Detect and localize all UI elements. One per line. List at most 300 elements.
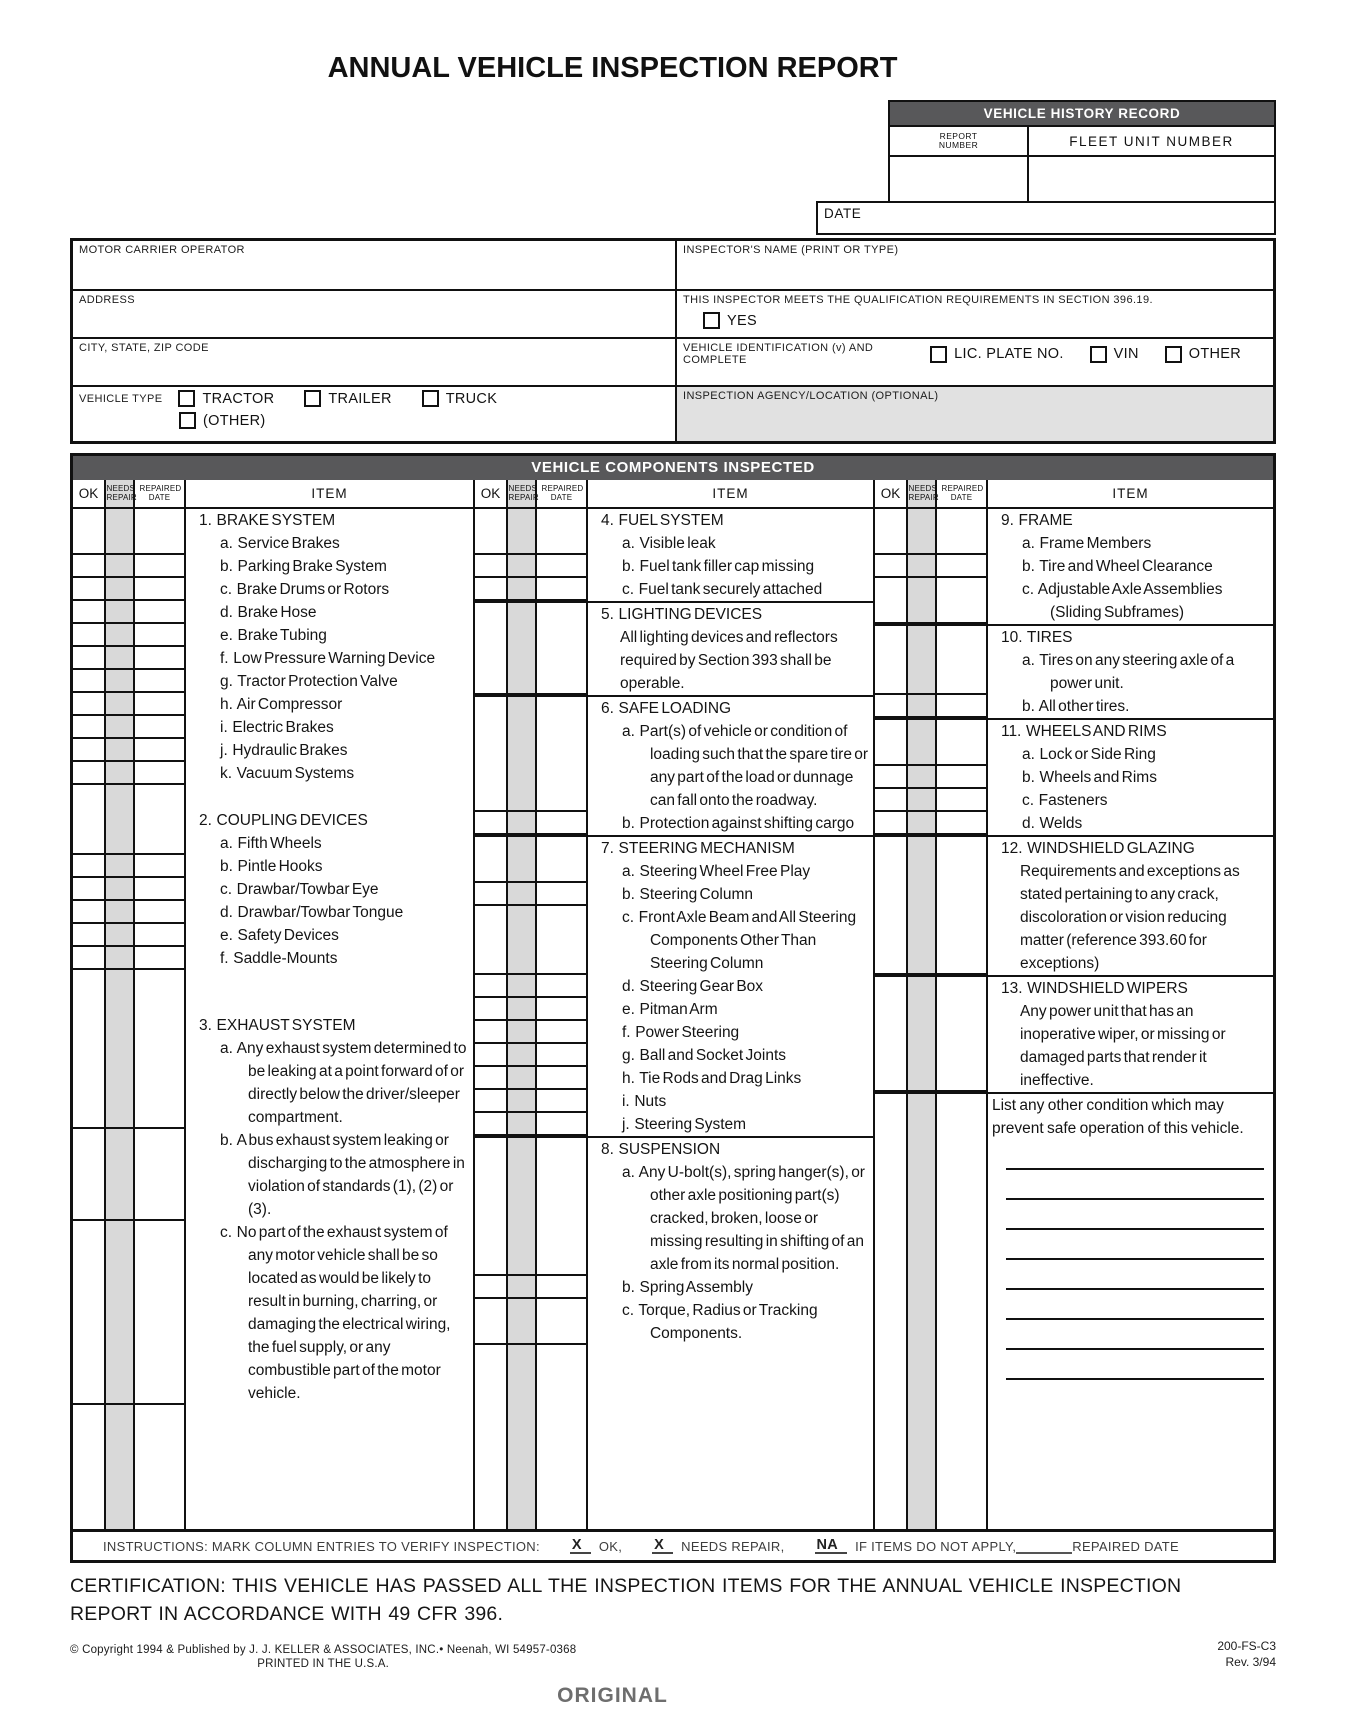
repaired-date-cell[interactable] [537, 1161, 588, 1276]
ok-cell[interactable] [875, 532, 908, 555]
write-in-line[interactable] [1006, 1260, 1264, 1290]
needs-repair-cell[interactable] [908, 837, 937, 860]
repaired-date-cell[interactable] [937, 860, 988, 975]
item-text: a. Visible leak [621, 535, 716, 552]
needs-repair-cell[interactable] [106, 601, 135, 624]
needs-repair-cell[interactable] [908, 743, 937, 766]
ok-cell[interactable] [73, 624, 106, 647]
item-text: c. No part of the exhaust system of any motor vehicle shall be so located as would be likely to result in burning, charring, or damaging the electrical wiring, the fuel supply, or any combustible part of the motor vehicle. [220, 1224, 451, 1402]
component-row [475, 578, 873, 601]
needs-repair-cell[interactable] [106, 785, 135, 809]
lic-plate-checkbox[interactable] [930, 346, 947, 363]
needs-repair-cell[interactable] [508, 1113, 537, 1136]
needs-repair-cell[interactable] [106, 809, 135, 832]
other-id-checkbox[interactable] [1165, 346, 1182, 363]
needs-repair-cell[interactable] [908, 1094, 937, 1140]
ok-cell[interactable] [875, 1000, 908, 1092]
ok-cell[interactable] [475, 883, 508, 906]
ok-cell[interactable] [475, 603, 508, 626]
repaired-date-cell[interactable] [537, 837, 588, 860]
repaired-date-cell[interactable] [937, 695, 988, 718]
fleet-unit-number-field[interactable] [1029, 157, 1274, 201]
repaired-date-cell[interactable] [135, 947, 186, 970]
yes-checkbox[interactable] [703, 312, 720, 329]
ok-cell[interactable] [73, 670, 106, 693]
item-text: 2. COUPLING DEVICES [199, 812, 368, 829]
repaired-date-cell[interactable] [135, 716, 186, 739]
repaired-date-column-header [937, 480, 988, 507]
repaired-date-cell[interactable] [135, 762, 186, 785]
ok-cell[interactable] [475, 1138, 508, 1161]
repaired-date-cell[interactable] [537, 1021, 588, 1044]
repaired-date-cell[interactable] [537, 532, 588, 555]
components-body [73, 509, 1273, 1529]
needs-repair-cell[interactable] [508, 720, 537, 812]
needs-repair-cell[interactable] [106, 1014, 135, 1037]
ok-cell[interactable] [73, 809, 106, 832]
tractor-checkbox[interactable] [178, 390, 195, 407]
ok-cell[interactable] [475, 1299, 508, 1345]
needs-repair-cell[interactable] [908, 1380, 937, 1529]
needs-repair-cell[interactable] [908, 626, 937, 649]
ok-cell[interactable] [875, 812, 908, 835]
repaired-date-cell[interactable] [537, 860, 588, 883]
write-in-line[interactable] [1006, 1140, 1264, 1170]
ok-cell[interactable] [475, 837, 508, 860]
ok-cell[interactable] [475, 532, 508, 555]
needs-repair-cell[interactable] [908, 766, 937, 789]
repaired-date-cell[interactable] [937, 1380, 988, 1529]
repaired-date-cell[interactable] [135, 532, 186, 555]
ok-cell[interactable] [875, 555, 908, 578]
needs-repair-cell[interactable] [508, 812, 537, 835]
ok-cell[interactable] [475, 720, 508, 812]
needs-repair-column-header [508, 480, 537, 507]
ok-cell[interactable] [73, 647, 106, 670]
repaired-date-cell[interactable] [135, 809, 186, 832]
ok-cell[interactable] [73, 578, 106, 601]
components-table [70, 453, 1276, 1563]
repaired-date-cell[interactable] [537, 509, 588, 532]
vin-option[interactable] [1090, 346, 1139, 363]
repaired-date-cell[interactable] [537, 720, 588, 812]
repaired-date-blank[interactable] [1016, 1539, 1072, 1554]
printed-in-usa: PRINTED IN THE U.S.A. [257, 1658, 390, 1670]
needs-repair-cell[interactable] [106, 970, 135, 1014]
repaired-date-cell[interactable] [937, 977, 988, 1000]
needs-repair-cell[interactable] [908, 812, 937, 835]
inspector-name-field[interactable] [675, 241, 1273, 289]
repaired-date-cell[interactable] [135, 601, 186, 624]
component-row [475, 883, 873, 906]
ok-cell[interactable] [475, 812, 508, 835]
repaired-date-cell[interactable] [937, 837, 988, 860]
yes-option[interactable] [703, 312, 757, 329]
needs-repair-cell[interactable] [908, 860, 937, 975]
needs-repair-cell[interactable] [106, 855, 135, 878]
ok-cell[interactable] [73, 1037, 106, 1129]
repaired-date-cell[interactable] [937, 509, 988, 532]
repaired-date-cell[interactable] [937, 766, 988, 789]
repaired-date-column-header [135, 480, 186, 507]
other-id-option[interactable] [1165, 346, 1241, 363]
repaired-date-cell[interactable] [135, 1037, 186, 1129]
repaired-date-cell[interactable] [937, 1140, 988, 1380]
item-text: b. All other tires. [1021, 698, 1130, 715]
needs-repair-cell[interactable] [908, 720, 937, 743]
needs-repair-cell[interactable] [106, 578, 135, 601]
ok-cell[interactable] [73, 739, 106, 762]
lic-plate-option[interactable] [930, 346, 1064, 363]
needs-repair-cell[interactable] [508, 1299, 537, 1345]
repaired-date-cell[interactable] [135, 670, 186, 693]
carrier-info-grid [70, 238, 1276, 444]
ok-cell[interactable] [875, 837, 908, 860]
repaired-date-cell[interactable] [537, 883, 588, 906]
write-in-line[interactable] [1006, 1350, 1264, 1380]
ok-cell[interactable] [475, 906, 508, 975]
repaired-date-cell[interactable] [937, 578, 988, 624]
repaired-date-cell[interactable] [937, 1000, 988, 1092]
ok-cell[interactable] [475, 1345, 508, 1529]
component-row [73, 878, 473, 901]
needs-repair-cell[interactable] [908, 695, 937, 718]
ok-cell[interactable] [475, 1161, 508, 1276]
ok-cell[interactable] [475, 1021, 508, 1044]
needs-repair-cell[interactable] [508, 998, 537, 1021]
needs-repair-cell[interactable] [106, 739, 135, 762]
needs-repair-cell[interactable] [106, 716, 135, 739]
address-label: ADDRESS [79, 294, 135, 306]
component-row [475, 1136, 873, 1161]
needs-repair-cell[interactable] [106, 555, 135, 578]
item-text: c. Fasteners [1021, 792, 1108, 809]
repaired-date-cell[interactable] [135, 832, 186, 855]
repaired-date-cell[interactable] [135, 970, 186, 1014]
repaired-date-cell[interactable] [537, 578, 588, 601]
repaired-date-cell[interactable] [135, 693, 186, 716]
ok-cell[interactable] [73, 970, 106, 1014]
ok-cell[interactable] [475, 1276, 508, 1299]
component-column-2 [473, 509, 873, 1529]
needs-repair-cell[interactable] [508, 532, 537, 555]
needs-repair-cell[interactable] [106, 509, 135, 532]
needs-repair-cell[interactable] [508, 509, 537, 532]
write-in-line[interactable] [1006, 1170, 1264, 1200]
ok-cell[interactable] [475, 555, 508, 578]
repaired-date-cell[interactable] [937, 789, 988, 812]
needs-repair-cell[interactable] [106, 878, 135, 901]
repaired-date-cell[interactable] [937, 555, 988, 578]
other-type-option[interactable] [179, 412, 266, 429]
inspector-name-label: INSPECTOR'S NAME (PRINT OR TYPE) [683, 244, 899, 256]
item-text: h. Air Compressor [220, 696, 343, 713]
component-row [73, 509, 473, 532]
ok-cell[interactable] [475, 626, 508, 695]
needs-repair-cell[interactable] [106, 532, 135, 555]
inspection-agency-field[interactable] [675, 385, 1273, 441]
needs-repair-cell[interactable] [106, 1405, 135, 1529]
ok-cell[interactable] [73, 762, 106, 785]
instructions-prefix: INSTRUCTIONS: MARK COLUMN ENTRIES TO VERIFY INSPECTION: [103, 1538, 540, 1554]
needs-repair-cell[interactable] [106, 762, 135, 785]
needs-repair-cell[interactable] [908, 789, 937, 812]
repaired-date-cell[interactable] [135, 1129, 186, 1221]
needs-repair-cell[interactable] [908, 649, 937, 695]
ok-cell[interactable] [73, 555, 106, 578]
form-code-block [1217, 1638, 1276, 1670]
write-in-line[interactable] [1006, 1230, 1264, 1260]
needs-repair-cell[interactable] [106, 624, 135, 647]
needs-repair-column-header [908, 480, 937, 507]
repaired-date-cell[interactable] [937, 720, 988, 743]
needs-repair-cell[interactable] [908, 1000, 937, 1092]
repaired-date-cell[interactable] [537, 1138, 588, 1161]
repaired-date-cell[interactable] [135, 555, 186, 578]
repaired-date-cell[interactable] [135, 785, 186, 809]
ok-cell[interactable] [875, 626, 908, 649]
repaired-date-cell[interactable] [135, 624, 186, 647]
ok-cell[interactable] [73, 532, 106, 555]
other-type-checkbox[interactable] [179, 412, 196, 429]
item-text: 13. WINDSHIELD WIPERS [1000, 980, 1188, 997]
component-row [475, 695, 873, 720]
needs-repair-cell[interactable] [508, 906, 537, 975]
ok-cell[interactable] [475, 1090, 508, 1113]
ok-cell[interactable] [875, 977, 908, 1000]
item-text: d. Welds [1021, 815, 1083, 832]
component-row [73, 1129, 473, 1221]
component-row [475, 1113, 873, 1136]
truck-option[interactable] [422, 390, 497, 407]
repaired-date-cell[interactable] [135, 924, 186, 947]
repaired-date-header-text: REPAIRED DATE [941, 484, 984, 502]
ok-cell[interactable] [73, 1221, 106, 1405]
repaired-date-cell[interactable] [937, 626, 988, 649]
ok-cell[interactable] [875, 1094, 908, 1140]
repaired-date-cell[interactable] [135, 1221, 186, 1405]
needs-repair-cell[interactable] [508, 1021, 537, 1044]
ok-cell[interactable] [73, 716, 106, 739]
component-row [475, 1021, 873, 1044]
item-text: 1. BRAKE SYSTEM [199, 512, 336, 529]
date-field[interactable] [816, 201, 1276, 235]
ok-cell[interactable] [475, 697, 508, 720]
repaired-date-cell[interactable] [537, 626, 588, 695]
repaired-date-cell[interactable] [937, 649, 988, 695]
write-in-line[interactable] [1006, 1320, 1264, 1350]
needs-repair-cell[interactable] [508, 1161, 537, 1276]
certification-text: CERTIFICATION: THIS VEHICLE HAS PASSED ALL THE INSPECTION ITEMS FOR THE ANNUAL VEHICLE INSPECTION REPORT IN ACCORDANCE WITH 49 CFR 396. [70, 1575, 1182, 1625]
needs-repair-header-text: NEEDS REPAIR [106, 484, 137, 502]
item-text: e. Pitman Arm [621, 1001, 718, 1018]
repaired-date-cell[interactable] [537, 998, 588, 1021]
repaired-date-cell[interactable] [135, 647, 186, 670]
needs-repair-cell[interactable] [106, 647, 135, 670]
repaired-date-blank-label: REPAIRED DATE [1072, 1538, 1179, 1554]
ok-cell[interactable] [73, 785, 106, 809]
ok-cell[interactable] [475, 509, 508, 532]
ok-cell[interactable] [73, 1014, 106, 1037]
needs-repair-cell[interactable] [508, 860, 537, 883]
repaired-date-cell[interactable] [537, 1113, 588, 1136]
needs-repair-cell[interactable] [508, 1345, 537, 1529]
repaired-date-cell[interactable] [537, 812, 588, 835]
ok-cell[interactable] [475, 578, 508, 601]
repaired-date-cell[interactable] [135, 1014, 186, 1037]
ok-cell[interactable] [875, 1380, 908, 1529]
address-field[interactable] [73, 289, 675, 337]
report-number-field[interactable] [890, 157, 1029, 201]
needs-repair-cell[interactable] [508, 603, 537, 626]
component-row [73, 555, 473, 578]
needs-repair-cell[interactable] [106, 1221, 135, 1405]
item-text: b. Protection against shifting cargo [621, 815, 855, 832]
needs-repair-cell[interactable] [508, 837, 537, 860]
needs-repair-cell[interactable] [908, 509, 937, 532]
repaired-date-cell[interactable] [135, 578, 186, 601]
needs-repair-cell[interactable] [508, 883, 537, 906]
ok-cell[interactable] [73, 878, 106, 901]
component-row [73, 1037, 473, 1129]
ok-cell[interactable] [73, 1129, 106, 1221]
repaired-date-cell[interactable] [537, 1276, 588, 1299]
repaired-date-cell[interactable] [937, 1094, 988, 1140]
ok-cell[interactable] [73, 601, 106, 624]
repaired-date-cell[interactable] [937, 743, 988, 766]
needs-repair-cell[interactable] [508, 1138, 537, 1161]
needs-repair-cell[interactable] [508, 697, 537, 720]
write-in-line[interactable] [1006, 1290, 1264, 1320]
component-row [475, 532, 873, 555]
filler-space [988, 1380, 1273, 1529]
component-row [475, 1067, 873, 1090]
ok-cell[interactable] [475, 1044, 508, 1067]
needs-repair-cell[interactable] [106, 924, 135, 947]
needs-repair-cell[interactable] [508, 578, 537, 601]
needs-repair-cell[interactable] [908, 532, 937, 555]
needs-repair-cell[interactable] [508, 555, 537, 578]
tractor-option[interactable] [178, 390, 274, 407]
component-row [875, 835, 1273, 860]
item-text: b. Fuel tank filler cap missing [621, 558, 815, 575]
motor-carrier-label: MOTOR CARRIER OPERATOR [79, 244, 245, 256]
needs-repair-cell[interactable] [508, 626, 537, 695]
needs-repair-cell[interactable] [106, 832, 135, 855]
repaired-date-cell[interactable] [537, 697, 588, 720]
item-text: c. Drawbar/Towbar Eye [220, 881, 379, 898]
repaired-date-cell[interactable] [135, 739, 186, 762]
vehicle-identification-cell [675, 337, 1273, 385]
component-row [73, 855, 473, 878]
write-in-line[interactable] [1006, 1200, 1264, 1230]
ok-cell[interactable] [73, 855, 106, 878]
ok-cell[interactable] [875, 766, 908, 789]
needs-repair-cell[interactable] [106, 947, 135, 970]
item-text: List any other condition which may prevent safe operation of this vehicle. [991, 1097, 1244, 1137]
repaired-date-cell[interactable] [135, 878, 186, 901]
repaired-date-cell[interactable] [537, 1345, 588, 1529]
ok-cell[interactable] [475, 998, 508, 1021]
repaired-date-cell[interactable] [537, 555, 588, 578]
truck-checkbox[interactable] [422, 390, 439, 407]
ok-cell[interactable] [73, 924, 106, 947]
ok-cell[interactable] [73, 901, 106, 924]
component-row [475, 860, 873, 883]
needs-repair-cell[interactable] [508, 1044, 537, 1067]
item-text: j. Hydraulic Brakes [220, 742, 348, 759]
needs-repair-cell[interactable] [106, 901, 135, 924]
ok-cell[interactable] [73, 1405, 106, 1529]
needs-repair-cell[interactable] [508, 1090, 537, 1113]
ok-cell[interactable] [875, 789, 908, 812]
repaired-date-cell[interactable] [537, 1090, 588, 1113]
ok-cell[interactable] [475, 1113, 508, 1136]
repaired-date-cell[interactable] [537, 906, 588, 975]
truck-label: TRUCK [445, 390, 498, 407]
needs-repair-cell[interactable] [908, 1140, 937, 1380]
vin-checkbox[interactable] [1090, 346, 1107, 363]
component-row [875, 766, 1273, 789]
ok-cell[interactable] [875, 509, 908, 532]
needs-repair-cell[interactable] [106, 1129, 135, 1221]
needs-repair-cell[interactable] [508, 1067, 537, 1090]
needs-repair-cell[interactable] [908, 555, 937, 578]
ok-cell[interactable] [875, 720, 908, 743]
ok-cell[interactable] [73, 947, 106, 970]
item-text: d. Drawbar/Towbar Tongue [220, 904, 404, 921]
trailer-checkbox[interactable] [304, 390, 321, 407]
repaired-date-cell[interactable] [135, 855, 186, 878]
ok-cell[interactable] [475, 1067, 508, 1090]
qualification-cell [675, 289, 1273, 337]
repaired-date-cell[interactable] [135, 1405, 186, 1529]
ok-cell[interactable] [475, 860, 508, 883]
needs-repair-cell[interactable] [508, 975, 537, 998]
ok-cell[interactable] [475, 975, 508, 998]
ok-cell[interactable] [875, 649, 908, 695]
ok-cell[interactable] [875, 695, 908, 718]
item-text: 10. TIRES [1000, 629, 1073, 646]
trailer-option[interactable] [304, 390, 391, 407]
needs-repair-cell[interactable] [106, 1037, 135, 1129]
repaired-date-cell[interactable] [537, 975, 588, 998]
repaired-date-cell[interactable] [537, 1044, 588, 1067]
ok-cell[interactable] [875, 578, 908, 624]
needs-repair-cell[interactable] [106, 670, 135, 693]
repaired-date-cell[interactable] [537, 1067, 588, 1090]
ok-cell[interactable] [875, 743, 908, 766]
ok-cell[interactable] [73, 832, 106, 855]
needs-repair-cell[interactable] [908, 578, 937, 624]
repaired-date-cell[interactable] [537, 1299, 588, 1345]
item-text: b. Steering Column [621, 886, 753, 903]
ok-cell[interactable] [875, 860, 908, 975]
repaired-date-cell[interactable] [537, 603, 588, 626]
repaired-date-cell[interactable] [937, 812, 988, 835]
city-state-zip-field[interactable] [73, 337, 675, 385]
needs-repair-cell[interactable] [106, 693, 135, 716]
ok-cell[interactable] [73, 509, 106, 532]
repaired-date-cell[interactable] [135, 509, 186, 532]
motor-carrier-field[interactable] [73, 241, 675, 289]
needs-repair-cell[interactable] [508, 1276, 537, 1299]
repaired-date-cell[interactable] [135, 901, 186, 924]
repaired-date-cell[interactable] [937, 532, 988, 555]
ok-cell[interactable] [73, 693, 106, 716]
needs-repair-cell[interactable] [908, 977, 937, 1000]
ok-cell[interactable] [875, 1140, 908, 1380]
